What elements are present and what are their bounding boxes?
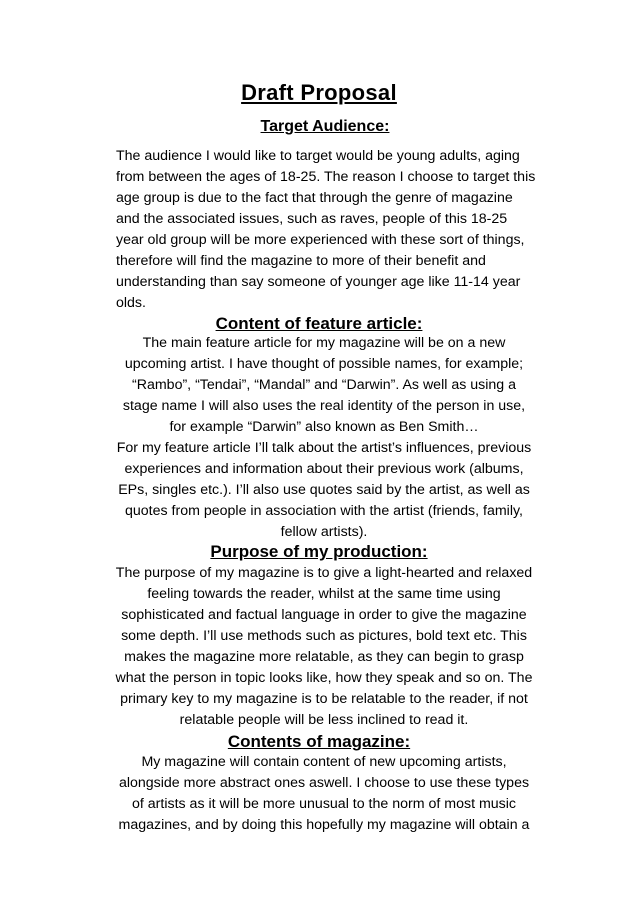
- text-line: therefore will find the magazine to more of their benefit and: [116, 253, 486, 269]
- text-line: stage name I will also uses the real identity of the person in use,: [122, 398, 526, 414]
- section-body-feature-article: [112, 333, 536, 543]
- text-line: experiences and information about their previous work (albums,: [124, 461, 524, 477]
- section-body-contents: [112, 752, 536, 836]
- text-line: relatable people will be less inclined to read it.: [179, 712, 469, 728]
- text-line: and the associated issues, such as raves, people of this 18-25: [116, 211, 508, 227]
- section-heading-feature-article: Content of feature article:: [215, 314, 423, 333]
- text-line: alongside more abstract ones aswell. I choose to use these types: [118, 775, 530, 791]
- text-line: makes the magazine more relatable, as they can begin to grasp: [124, 649, 524, 665]
- text-line: some depth. I’ll use methods such as pictures, bold text etc. This: [121, 628, 527, 644]
- text-line: fellow artists).: [280, 524, 368, 540]
- section-body-target-audience: [116, 146, 536, 314]
- text-line: feeling towards the reader, whilst at the same time using: [147, 586, 501, 602]
- text-line: For my feature article I’ll talk about the artist’s influences, previous: [116, 440, 532, 456]
- text-line: upcoming artist. I have thought of possible names, for example;: [124, 356, 524, 372]
- text-line: olds.: [116, 295, 146, 311]
- text-line: from between the ages of 18-25. The reason I choose to target this: [116, 169, 536, 185]
- text-line: The main feature article for my magazine will be on a new: [142, 335, 506, 351]
- section-heading-purpose: Purpose of my production:: [210, 542, 428, 561]
- document-title: Draft Proposal: [241, 80, 397, 105]
- text-line: sophisticated and factual language in order to give the magazine: [121, 607, 527, 623]
- text-line: magazines, and by doing this hopefully my magazine will obtain a: [118, 817, 530, 833]
- text-line: quotes from people in association with the artist (friends, family,: [125, 503, 523, 519]
- text-line: “Rambo”, “Tendai”, “Mandal” and “Darwin”. As well as using a: [132, 377, 516, 393]
- text-line: of artists as it will be more unusual to the norm of most music: [132, 796, 516, 812]
- section-heading-target-audience: Target Audience:: [260, 118, 390, 135]
- text-line: what the person in topic looks like, how they speak and so on. The: [115, 670, 533, 686]
- section-heading-contents: Contents of magazine:: [227, 732, 411, 751]
- text-line: year old group will be more experienced with these sort of things,: [116, 232, 525, 248]
- text-line: age group is due to the fact that through the genre of magazine: [116, 190, 513, 206]
- text-line: EPs, singles etc.). I’ll also use quotes said by the artist, as well as: [118, 482, 530, 498]
- text-line: understanding than say someone of younger age like 11-14 year: [116, 274, 521, 290]
- text-line: for example “Darwin” also known as Ben Smith…: [169, 419, 479, 435]
- text-line: The purpose of my magazine is to give a light-hearted and relaxed: [115, 565, 533, 581]
- section-body-purpose: [112, 563, 536, 731]
- text-line: primary key to my magazine is to be relatable to the reader, if not: [120, 691, 528, 707]
- text-line: The audience I would like to target would be young adults, aging: [116, 148, 520, 164]
- text-line: My magazine will contain content of new upcoming artists,: [141, 754, 507, 770]
